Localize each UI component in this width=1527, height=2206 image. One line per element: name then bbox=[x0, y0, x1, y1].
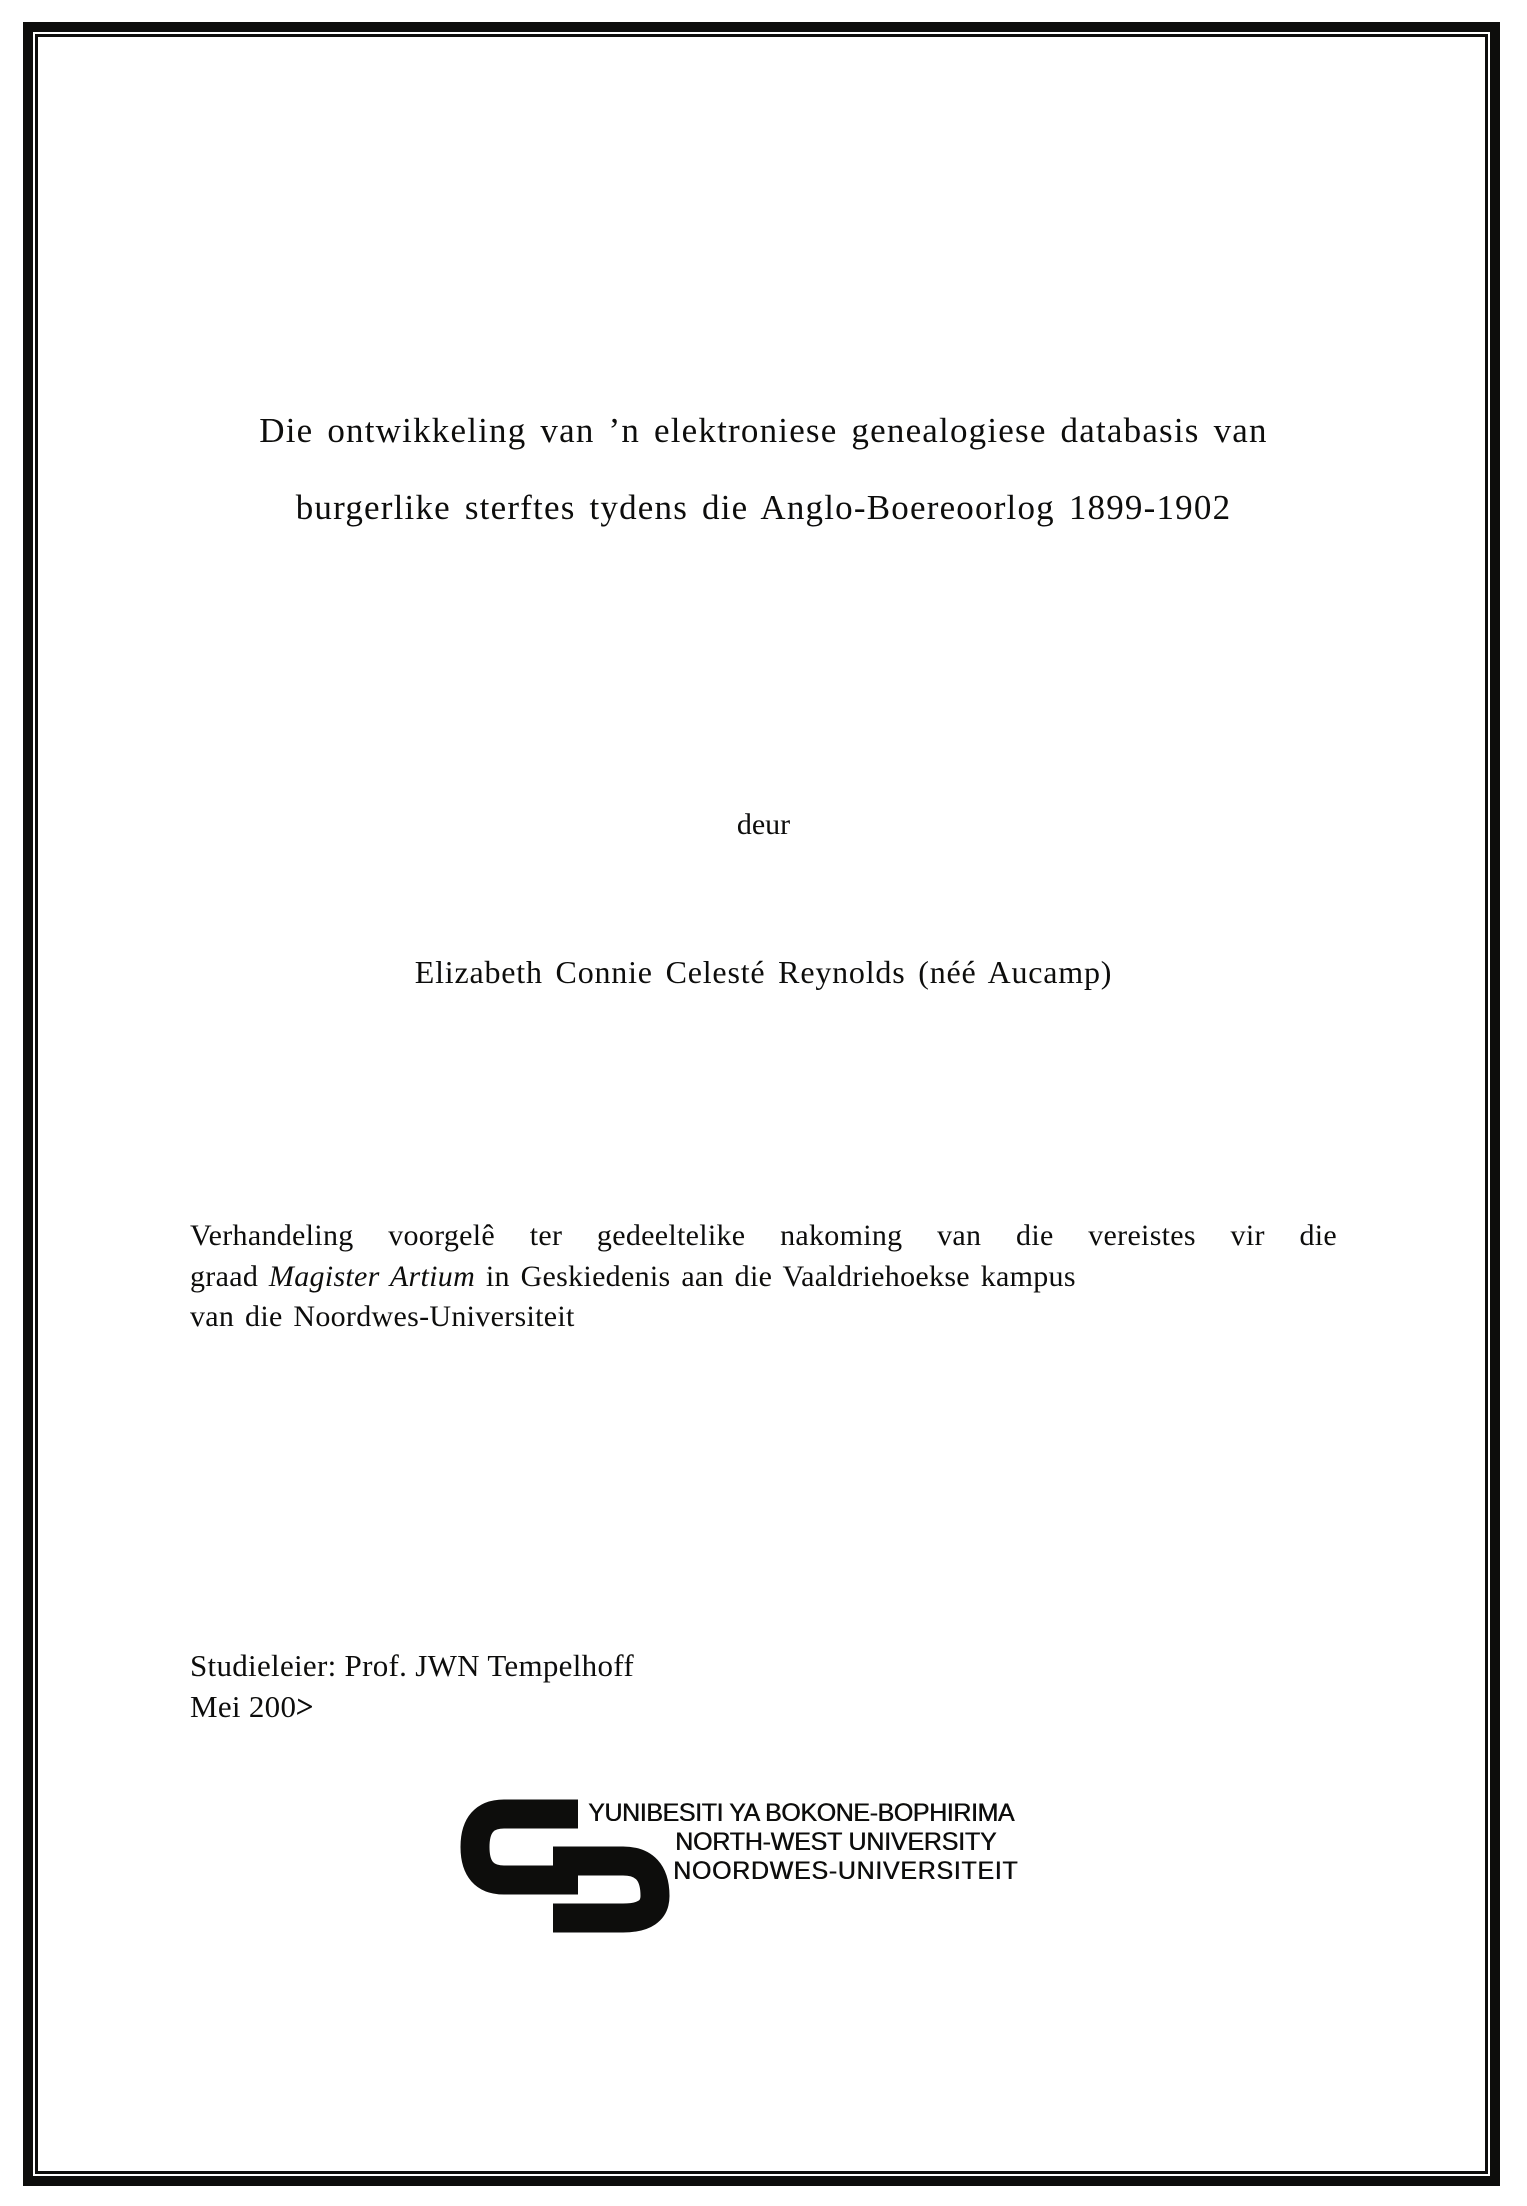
thesis-title bbox=[60, 392, 1467, 546]
university-name-setswana: YUNIBESITI YA BOKONE-BOPHIRIMA bbox=[588, 1799, 1015, 1827]
supervisor-line: Studieleier: Prof. JWN Tempelhoff bbox=[190, 1648, 634, 1683]
degree-title-magister-artium: Magister Artium bbox=[268, 1259, 476, 1293]
supervisor-block bbox=[190, 1645, 634, 1727]
author-name: Elizabeth Connie Celesté Reynolds (néé Aucamp) bbox=[414, 954, 1113, 990]
university-name-afrikaans: NOORDWES-UNIVERSITEIT bbox=[673, 1857, 1019, 1885]
thesis-title-line-2: burgerlike sterftes tydens die Anglo-Boereoorlog 1899-1902 bbox=[295, 488, 1232, 527]
university-logo-text bbox=[588, 1799, 1018, 1886]
degree-statement-line-2-pre: graad bbox=[190, 1259, 269, 1293]
degree-statement bbox=[190, 1216, 1337, 1338]
date-numeral-glyph: > bbox=[295, 1688, 316, 1725]
degree-statement-line-1: Verhandeling voorgelê ter gedeeltelike nakoming van die vereistes vir die bbox=[190, 1219, 1337, 1252]
date-line bbox=[190, 1686, 634, 1727]
degree-statement-line-2 bbox=[190, 1257, 1337, 1298]
degree-statement-line-2-post: in Geskiedenis aan die Vaaldriehoekse kampus bbox=[475, 1259, 1076, 1293]
date-prefix: Mei 200 bbox=[190, 1689, 297, 1724]
degree-statement-line-3: van die Noordwes-Universiteit bbox=[190, 1300, 575, 1333]
thesis-title-line-1: Die ontwikkeling van ’n elektroniese genealogiese databasis van bbox=[259, 411, 1268, 450]
university-name-english: NORTH-WEST UNIVERSITY bbox=[675, 1828, 997, 1856]
byline-deur: deur bbox=[736, 808, 791, 841]
